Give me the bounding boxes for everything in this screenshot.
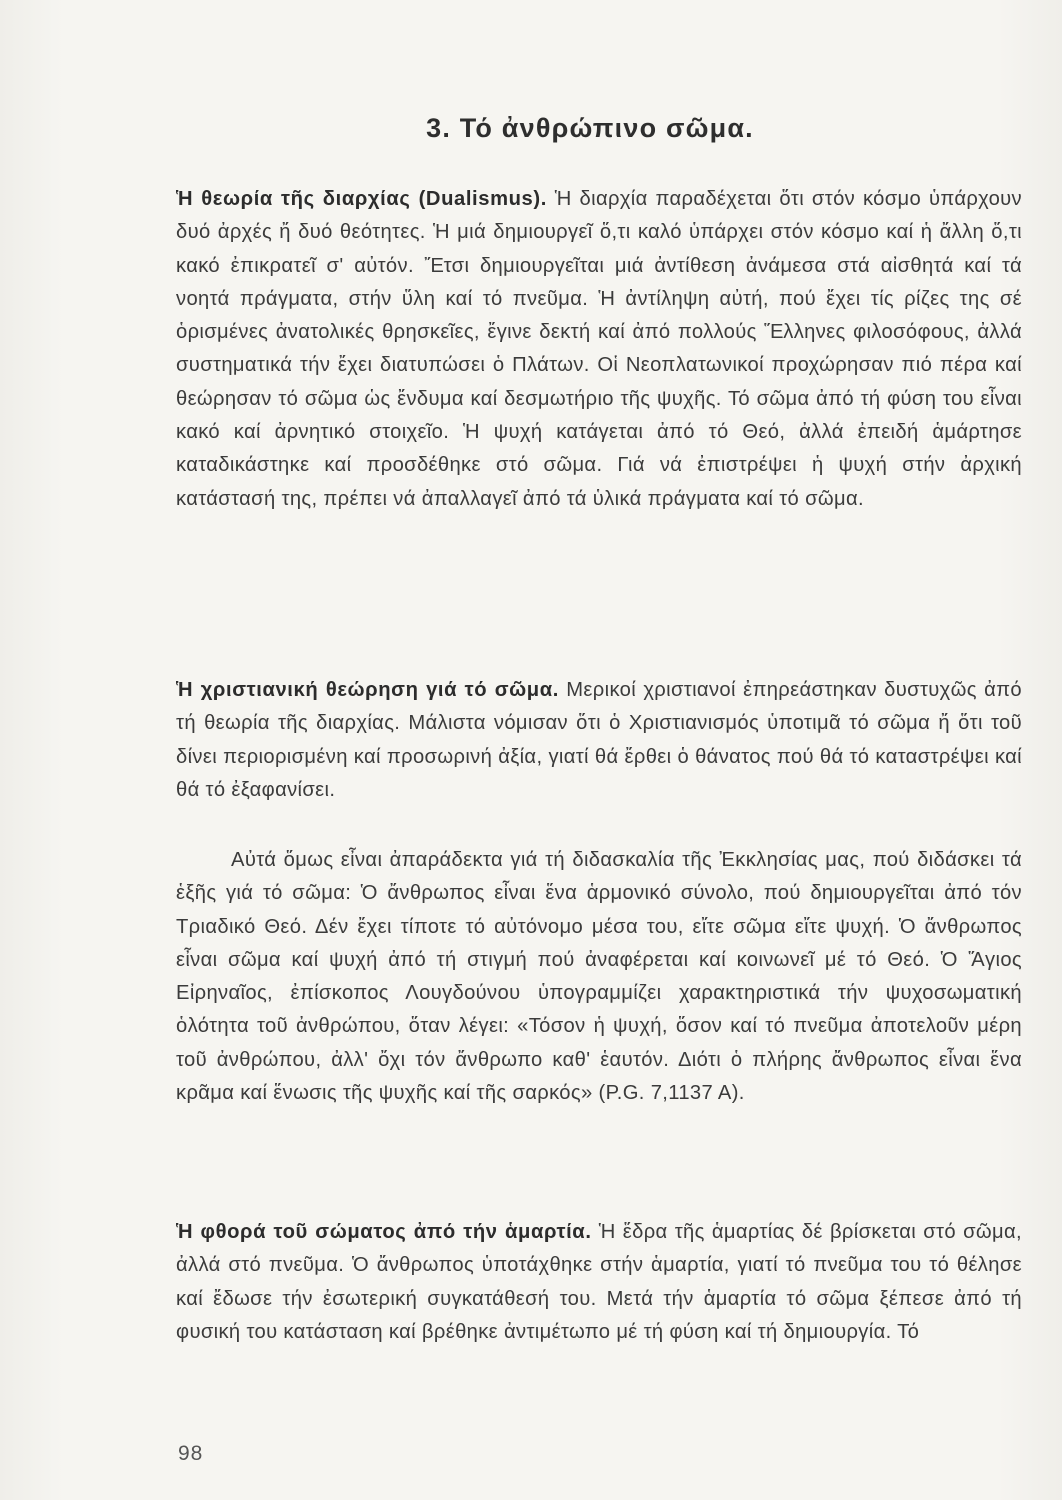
- paragraph-corruption: [176, 1216, 1022, 1349]
- section-heading-dualism: Ἡ θεωρία τῆς διαρχίας (Dualismus).: [176, 188, 547, 210]
- paragraph-church-teaching: [176, 844, 1022, 1110]
- paragraph-christian-view-body: Μερικοί χριστιανοί ἐπηρεάστηκαν δυστυχῶς ἀπό τή θεωρία τῆς διαρχίας. Μάλιστα νόμισαν ὅτι ὁ Χριστιανισμός ὑποτιμᾶ τό σῶμα ἤ ὅτι τοῦ δίνει περιορισμένη καί προσωρινή ἀξία, γιατί θά ἔρθει ὁ θάνατος πού θά τό καταστρέψει καί θά τό ἐξαφανίσει.: [176, 679, 1022, 801]
- paragraph-corruption-body: Ἡ ἕδρα τῆς ἁμαρτίας δέ βρίσκεται στό σῶμα, ἀλλά στό πνεῦμα. Ὁ ἄνθρωπος ὑποτάχθηκε στήν ἁμαρτία, γιατί τό πνεῦμα του τό θέλησε καί ἔδωσε τήν ἐσωτερική συγκατάθεσή του. Μετά τήν ἁμαρτία τό σῶμα ξέπεσε ἀπό τή φυσική του κατάσταση καί βρέθηκε ἀντιμέτωπο μέ τή φύση καί τή δημιουργία. Τό: [176, 1221, 1022, 1343]
- chapter-title: 3. Τό ἀνθρώπινο σῶμα.: [426, 113, 754, 143]
- paragraph-dualism-body: Ἡ διαρχία παραδέχεται ὅτι στόν κόσμο ὑπάρχουν δυό ἀρχές ἤ δυό θεότητες. Ἡ μιά δημιουργεῖ ὅ,τι καλό ὑπάρχει στόν κόσμο καί ἡ ἄλλη ὅ,τι κακό ἐπικρατεῖ σ' αὐτόν. Ἔτσι δημιουργεῖται μιά ἀντίθεση ἀνάμεσα στά αἰσθητά καί τά νοητά πράγματα, στήν ὕλη καί τό πνεῦμα. Ἡ ἀντίληψη αὐτή, πού ἔχει τίς ρίζες της σέ ὁρισμένες ἀνατολικές θρησκεῖες, ἔγινε δεκτή καί ἀπό πολλούς Ἕλληνες φιλοσόφους, ἀλλά συστηματικά τήν ἔχει διατυπώσει ὁ Πλάτων. Οἱ Νεοπλατωνικοί προχώρησαν πιό πέρα καί θεώρησαν τό σῶμα ὡς ἔνδυμα καί δεσμωτήριο τῆς ψυχῆς. Τό σῶμα ἀπό τή φύση του εἶναι κακό καί ἀρνητικό στοιχεῖο. Ἡ ψυχή κατάγεται ἀπό τό Θεό, ἀλλά ἐπειδή ἁμάρτησε καταδικάστηκε καί προσδέθηκε στό σῶμα. Γιά νά ἐπιστρέψει ἡ ψυχή στήν ἀρχική κατάστασή της, πρέπει νά ἀπαλλαγεῖ ἀπό τά ὑλικά πράγματα καί τό σῶμα.: [176, 188, 1022, 510]
- section-heading-christian-view: Ἡ χριστιανική θεώρηση γιά τό σῶμα.: [176, 679, 559, 701]
- paragraph-church-teaching-body: Αὐτά ὅμως εἶναι ἀπαράδεκτα γιά τή διδασκαλία τῆς Ἐκκλησίας μας, πού διδάσκει τά ἑξῆς γιά τό σῶμα: Ὁ ἄνθρωπος εἶναι ἕνα ἁρμονικό σύνολο, πού δημιουργεῖται ἀπό τόν Τριαδικό Θεό. Δέν ἔχει τίποτε τό αὐτόνομο μέσα του, εἴτε σῶμα εἴτε ψυχή. Ὁ ἄνθρωπος εἶναι σῶμα καί ψυχή ἀπό τή στιγμή πού ἀναφέρεται καί κοινωνεῖ μέ τό Θεό. Ὁ Ἅγιος Εἰρηναῖος, ἐπίσκοπος Λουγδούνου ὑπογραμμίζει χαρακτηριστικά τήν ψυχοσωματική ὁλότητα τοῦ ἀνθρώπου, ὅταν λέγει: «Τόσον ἡ ψυχή, ὅσον καί τό πνεῦμα ἀποτελοῦν μέρη τοῦ ἀνθρώπου, ἀλλ' ὄχι τόν ἄνθρωπο καθ' ἑαυτόν. Διότι ὁ πλήρης ἄνθρωπος εἶναι ἕνα κρᾶμα καί ἕνωσις τῆς ψυχῆς καί τῆς σαρκός» (P.G. 7,1137 A).: [176, 849, 1022, 1105]
- page-number: 98: [178, 1442, 204, 1465]
- paragraph-dualism: [176, 183, 1022, 516]
- paragraph-christian-view: [176, 674, 1022, 807]
- section-heading-corruption: Ἡ φθορά τοῦ σώματος ἀπό τήν ἁμαρτία.: [176, 1221, 592, 1243]
